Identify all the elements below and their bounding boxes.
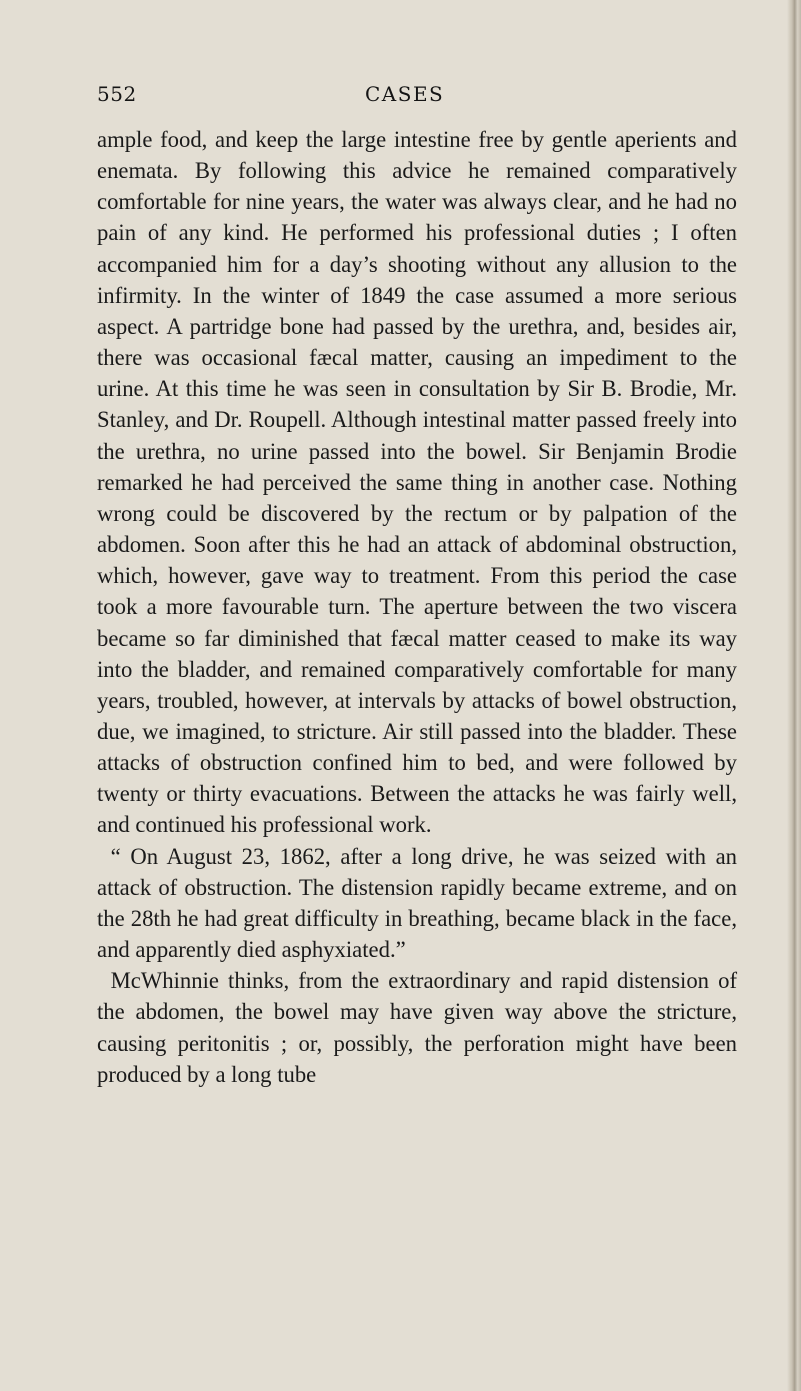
paragraph-3: McWhinnie thinks, from the extraordinary and rapid distension of the abdomen, the bowel may have given way above the stricture, causing peritonitis ; or, possibly, the perforation might have been produced by a long tube (97, 968, 737, 1087)
paragraph-2: “ On August 23, 1862, after a long drive, he was seized with an attack of obstruction. The distension rapidly became extreme, and on the 28th he had great difficulty in breathing, became black in the face, and apparently died asphyxiated.” (97, 843, 737, 963)
body-text (97, 124, 737, 1090)
page-number: 552 (97, 82, 137, 106)
running-head: CASES (365, 82, 445, 106)
page-edge-shadow (787, 0, 801, 1391)
paragraph-1: ample food, and keep the large intestine free by gentle aperients and enemata. By following this advice he remained comparatively comfortable for nine years, the water was always clear, and he had no pain of any kind. He performed his professional duties ; I often accompanied him for a day’s shooting without any allusion to the infirmity. In the winter of 1849 the case assumed a more serious aspect. A partridge bone had passed by the urethra, and, besides air, there was occasional fæcal matter, causing an impediment to the urine. At this time he was seen in consultation by Sir B. Brodie, Mr. Stanley, and Dr. Roupell. Although intestinal matter passed freely into the urethra, no urine passed into the bowel. Sir Benjamin Brodie remarked he had perceived the same thing in another case. Nothing wrong could be discovered by the rectum or by palpation of the abdomen. Soon after this he had an attack of abdominal obstruction, which, however, gave way to treatment. From this period the case took a more favourable turn. The aperture between the two viscera became so far diminished that fæcal matter ceased to make its way into the bladder, and remained comparatively comfortable for many years, troubled, however, at intervals by attacks of bowel obstruction, due, we imagined, to stricture. Air still passed into the bladder. These attacks of obstruction confined him to bed, and were followed by twenty or thirty evacuations. Between the attacks he was fairly well, and continued his professional work. (97, 127, 737, 838)
page-header (97, 82, 737, 122)
